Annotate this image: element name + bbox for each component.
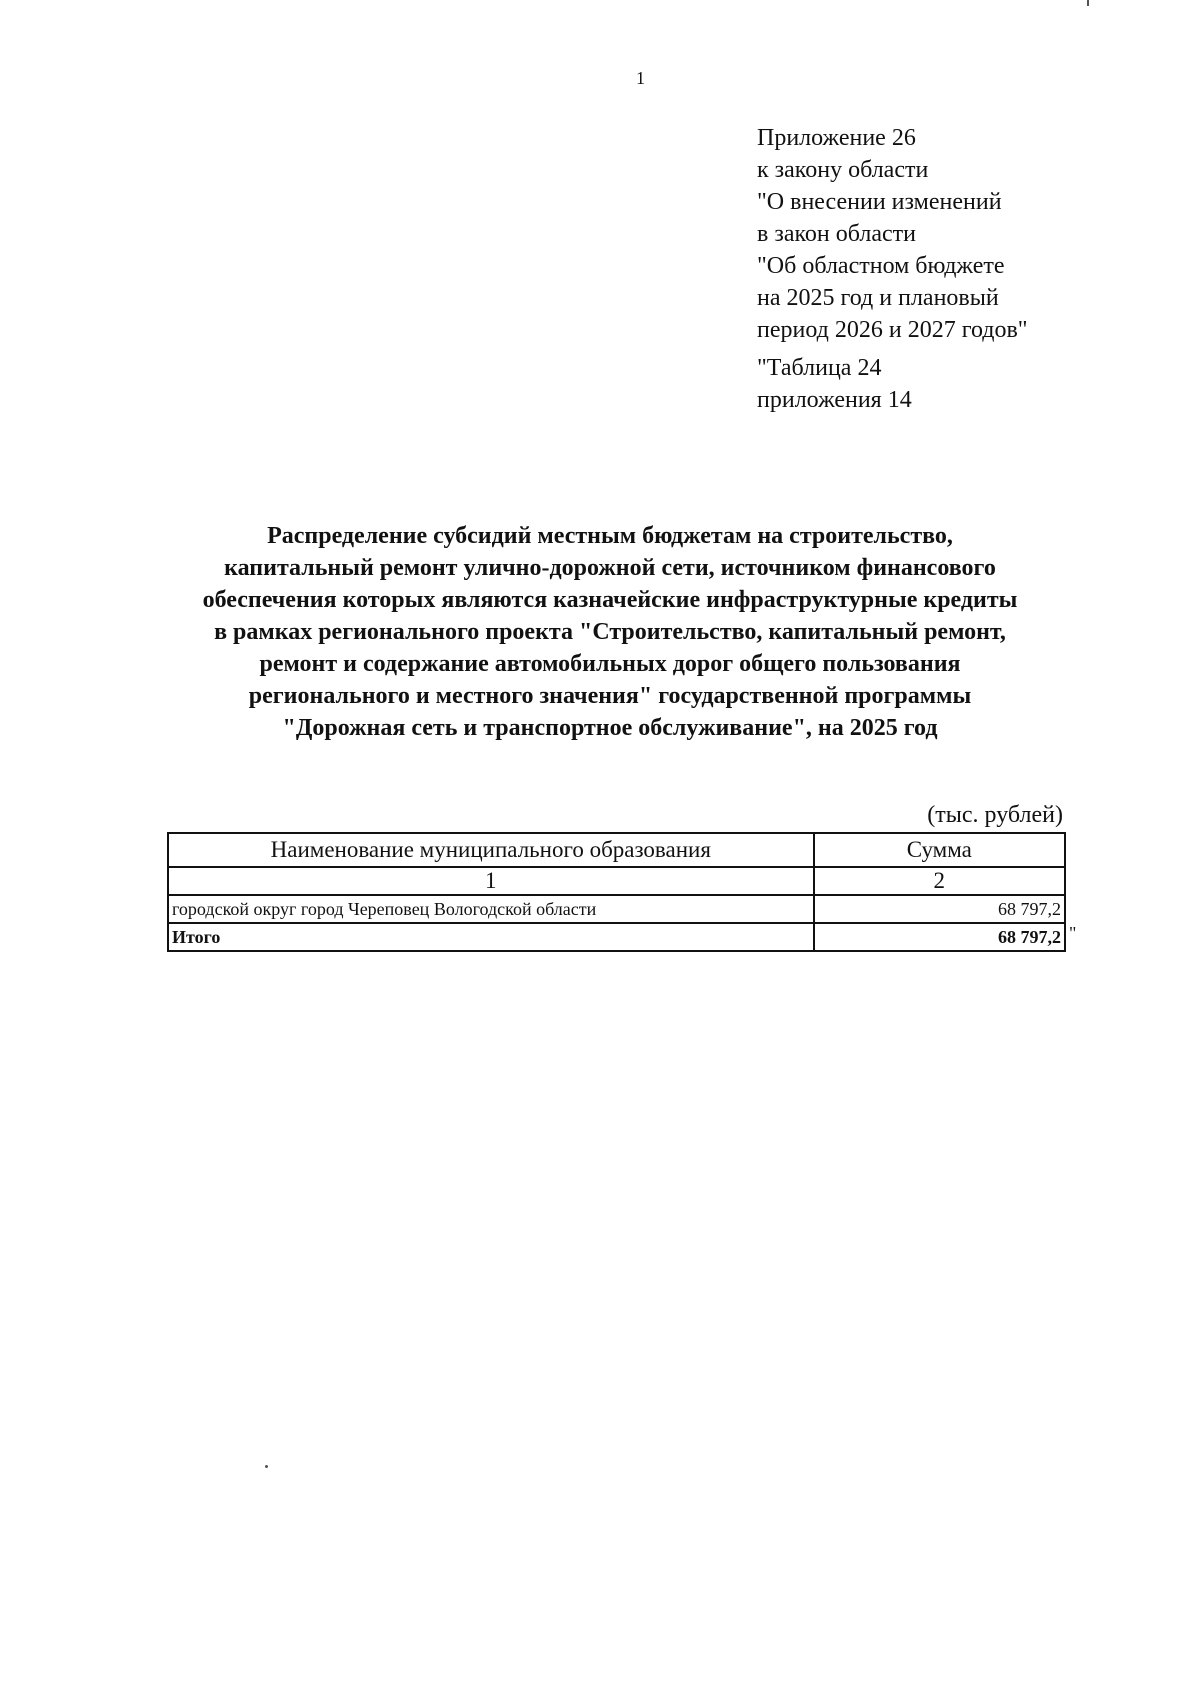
total-row bbox=[168, 923, 1065, 951]
title-line: Распределение субсидий местным бюджетам на строительство, bbox=[267, 523, 953, 549]
title-line: ремонт и содержание автомобильных дорог общего пользования bbox=[259, 651, 961, 677]
title-line: "Дорожная сеть и транспортное обслуживание", на 2025 год bbox=[282, 715, 938, 741]
page-number: 1 bbox=[636, 68, 645, 88]
units-label: (тыс. рублей) bbox=[927, 802, 1063, 828]
header-municipality: Наименование муниципального образования bbox=[168, 833, 814, 867]
column-number-row bbox=[168, 867, 1065, 895]
table-header-row bbox=[168, 833, 1065, 867]
annex-line: "О внесении изменений bbox=[757, 189, 1002, 215]
title-line: капитальный ремонт улично-дорожной сети, источником финансового bbox=[224, 555, 996, 581]
scan-speck bbox=[265, 1465, 268, 1468]
annex-line: на 2025 год и плановый bbox=[757, 285, 999, 311]
closing-quote: " bbox=[1069, 923, 1077, 943]
annex-line: период 2026 и 2027 годов" bbox=[757, 317, 1028, 343]
table-reference-line: "Таблица 24 bbox=[757, 355, 882, 381]
amount-value: 68 797,2 bbox=[814, 895, 1065, 923]
column-number: 2 bbox=[814, 867, 1065, 895]
annex-line: Приложение 26 bbox=[757, 125, 916, 151]
document-title bbox=[150, 520, 1070, 744]
column-number: 1 bbox=[168, 867, 814, 895]
annex-line: к закону области bbox=[757, 157, 929, 183]
annex-line: в закон области bbox=[757, 221, 916, 247]
municipality-name: городской округ город Череповец Вологодской области bbox=[168, 895, 814, 923]
total-label: Итого bbox=[168, 923, 814, 951]
title-line: обеспечения которых являются казначейские инфраструктурные кредиты bbox=[202, 587, 1018, 613]
title-line: в рамках регионального проекта "Строительство, капитальный ремонт, bbox=[214, 619, 1006, 645]
annex-header bbox=[757, 122, 1028, 416]
table-reference-line: приложения 14 bbox=[757, 387, 912, 413]
subsidy-table bbox=[167, 832, 1066, 952]
title-line: регионального и местного значения" государственной программы bbox=[248, 683, 972, 709]
scan-speck bbox=[1087, 0, 1089, 6]
header-amount: Сумма bbox=[814, 833, 1065, 867]
total-amount: 68 797,2 bbox=[814, 923, 1065, 951]
table-row bbox=[168, 895, 1065, 923]
annex-line: "Об областном бюджете bbox=[757, 253, 1005, 279]
